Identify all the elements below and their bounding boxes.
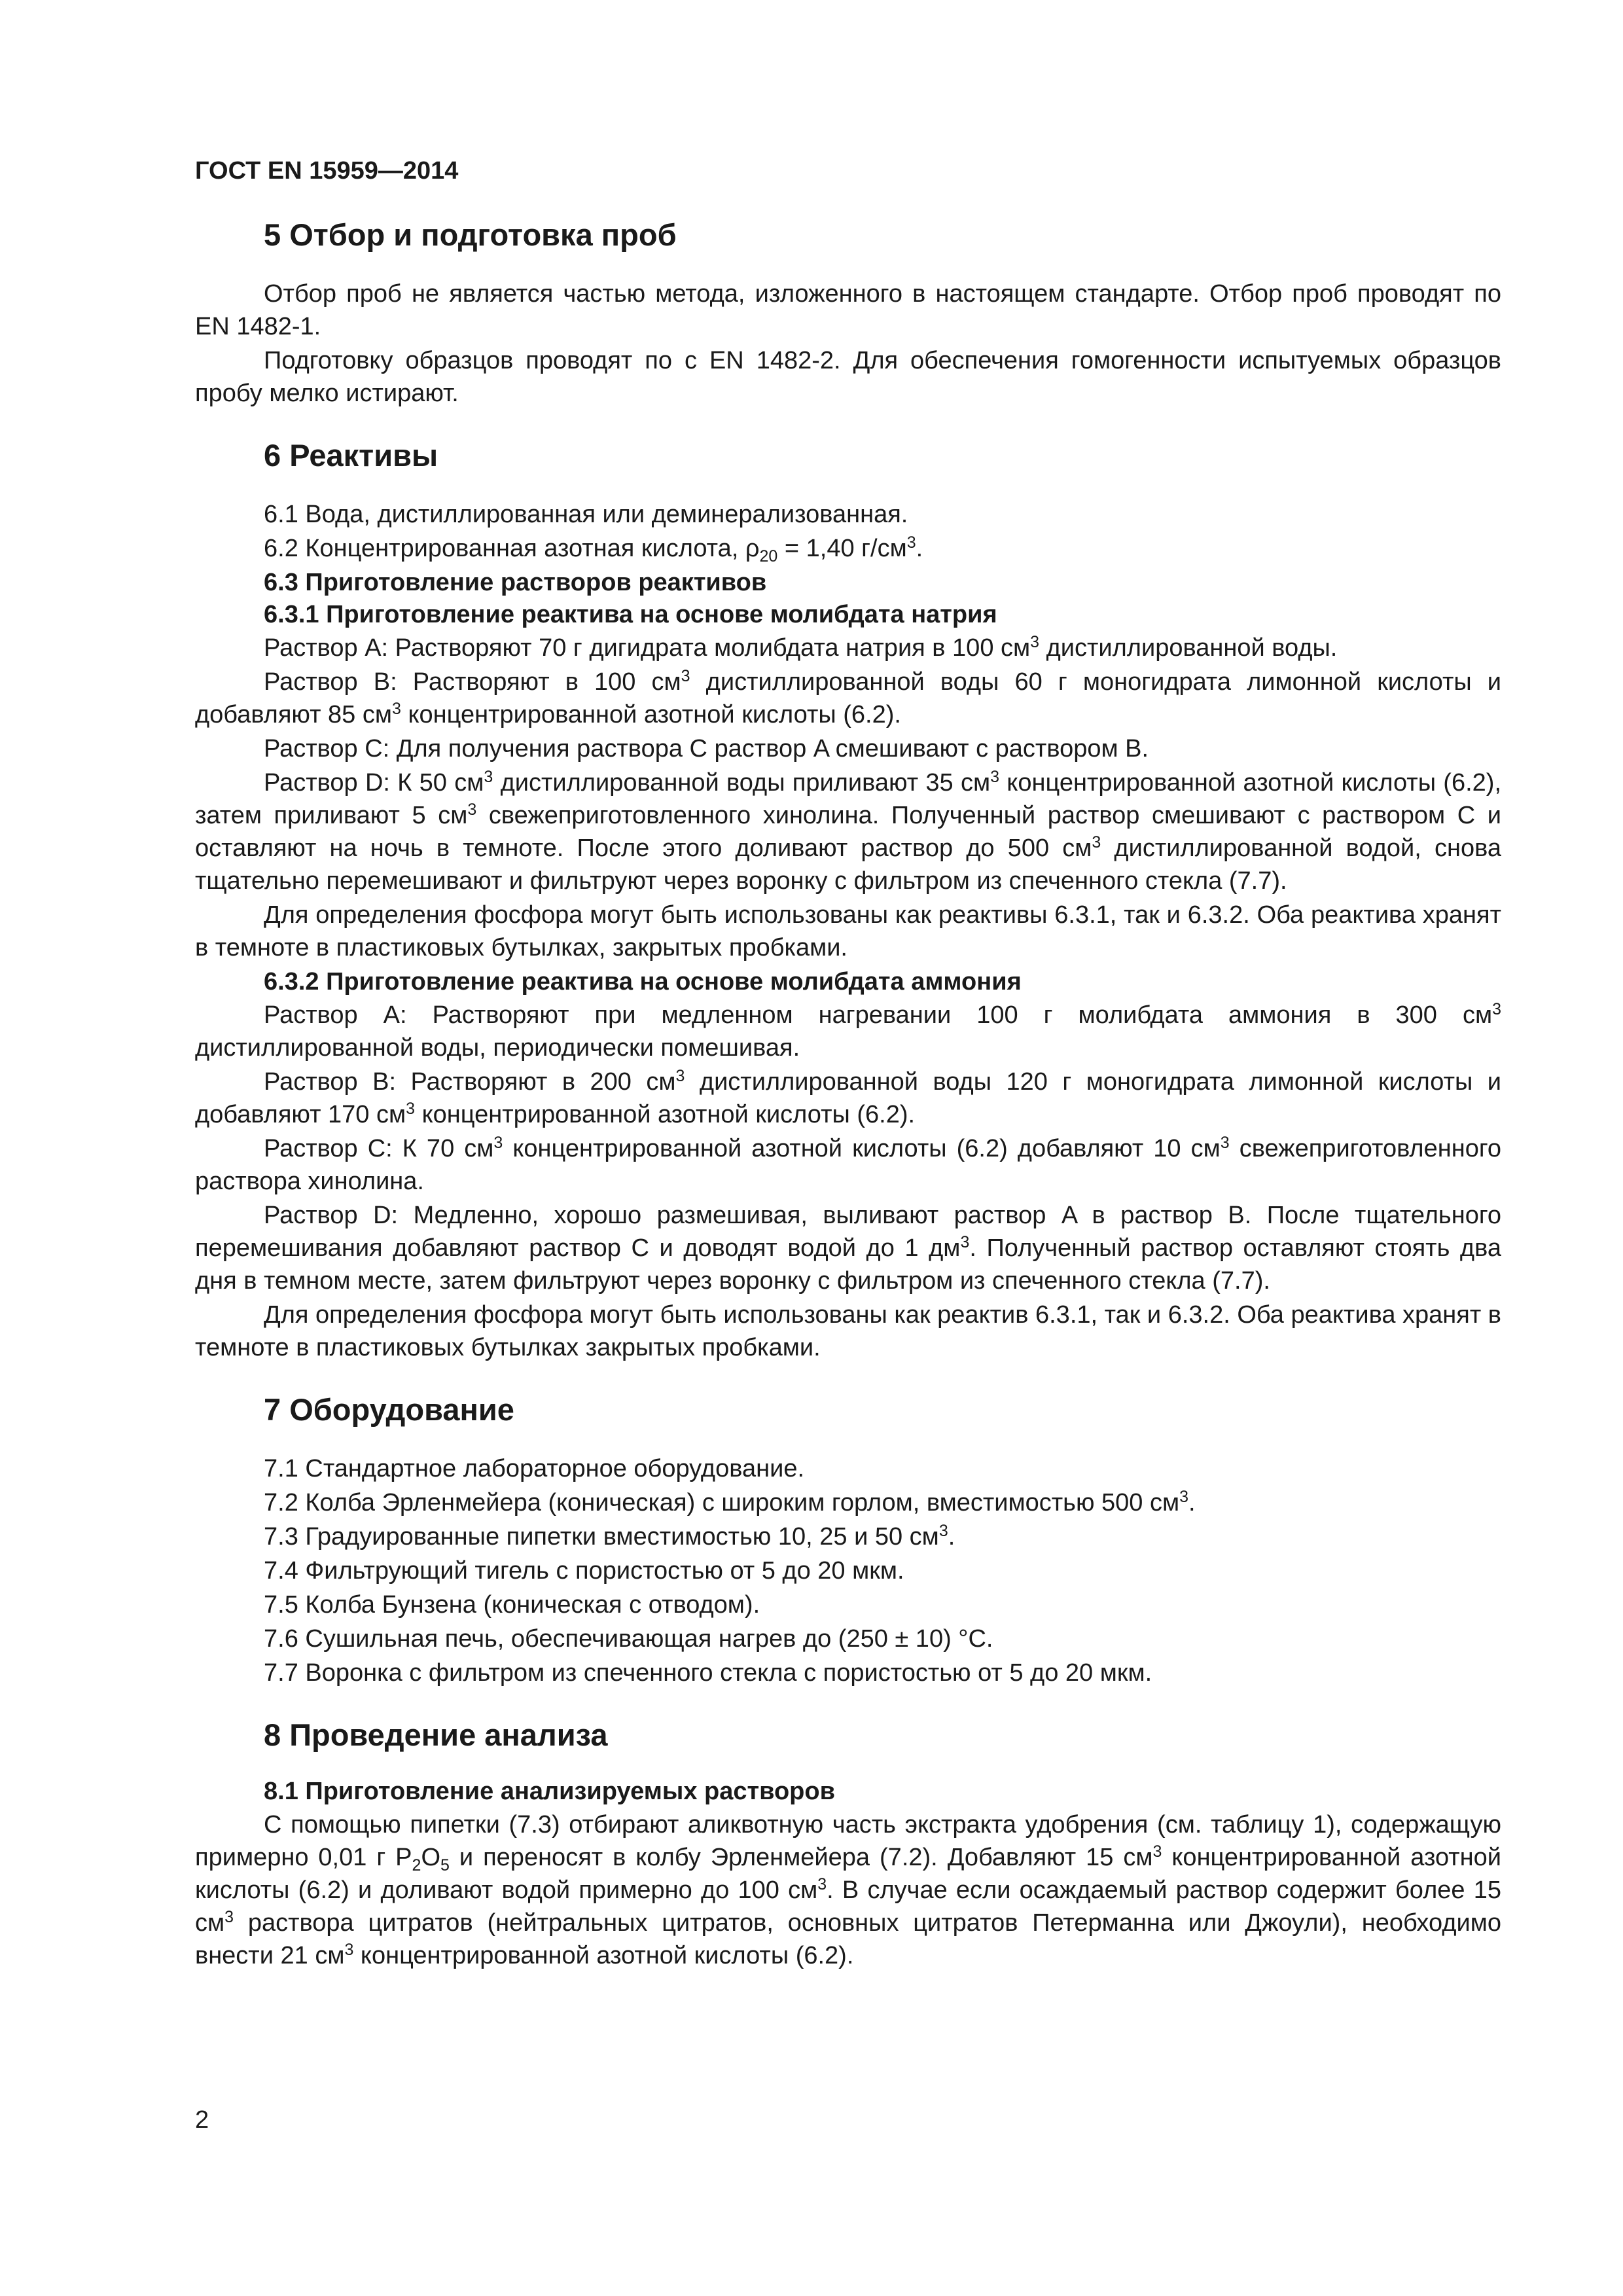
item-7-1: 7.1 Стандартное лабораторное оборудование.	[264, 1455, 805, 1482]
reagent-note-2: Для определения фосфора могут быть использованы как реактив 6.3.1, так и 6.3.2. Оба реактива хранят в темноте в пластиковых бутылках закрытых пробками.	[195, 1301, 1501, 1361]
item-7-6: 7.6 Сушильная печь, обеспечивающая нагрев до (250 ± 10) °С.	[264, 1625, 993, 1653]
item-7-2: 7.2 Колба Эрленмейера (коническая) с широким горлом, вместимостью 500 $см^3$.	[264, 1488, 1196, 1516]
solution-a-632: Раствор A: Растворяют при медленном нагревании 100 г молибдата аммония в 300 $см^3$ дистиллированной воды, периодически помешивая.	[195, 1000, 1501, 1062]
section-7-title: 7 Оборудование	[264, 1392, 514, 1427]
subsection-6-3-title: 6.3 Приготовление растворов реактивов	[264, 569, 767, 596]
subsection-6-3-2-title: 6.3.2 Приготовление реактива на основе молибдата аммония	[264, 968, 1022, 996]
document-page	[195, 157, 1501, 1973]
solution-d-632: Раствор D: Медленно, хорошо размешивая, выливают раствор A в раствор B. После тщательного перемешивания добавляют раствор C и доводят водой до 1 $дм^3$. Полученный раствор оставляют стоять два дня в темном месте, затем фильтруют через воронку с фильтром из спеченного стекла (7.7).	[195, 1202, 1502, 1295]
solution-c-631: Раствор C: Для получения раствора C раствор A смешивают с раствором B.	[264, 735, 1149, 762]
section-6-title: 6 Реактивы	[264, 438, 438, 473]
item-6-1: 6.1 Вода, дистиллированная или деминерализованная.	[264, 501, 908, 528]
item-7-7: 7.7 Воронка с фильтром из спеченного стекла с пористостью от 5 до 20 мкм.	[264, 1659, 1152, 1687]
s8-paragraph-1: С помощью пипетки (7.3) отбирают аликвотную часть экстракта удобрения (см. таблицу 1), содержащую примерно 0,01 г $P_2O_5$ и переносят в колбу Эрленмейера (7.2). Добавляют 15 $см^3$ концентрированной азотной кислоты (6.2) и доливают водой примерно до 100 $см^3$. В случае если осаждаемый раствор содержит более 15 $см^3$ раствора цитратов (нейтральных цитратов, основных цитратов Петерманна или Джоули), необходимо внести 21 $см^3$ концентрированной азотной кислоты (6.2).	[195, 1811, 1501, 1969]
section-5-title: 5 Отбор и подготовка проб	[264, 217, 677, 252]
item-7-3: 7.3 Градуированные пипетки вместимостью 10, 25 и 50 $см^3$.	[264, 1522, 955, 1551]
item-6-2: 6.2 Концентрированная азотная кислота, $\rho_{20} = 1,40$ $г/см^3$.	[264, 533, 923, 565]
page-number: 2	[195, 2106, 209, 2134]
subsection-6-3-1-title: 6.3.1 Приготовление реактива на основе молибдата натрия	[264, 601, 997, 628]
solution-c-632: Раствор C: К 70 $см^3$ концентрированной азотной кислоты (6.2) добавляют 10 $см^3$ свежеприготовленного раствора хинолина.	[195, 1134, 1501, 1195]
solution-b-632: Раствор B: Растворяют в 200 $см^3$ дистиллированной воды 120 г моногидрата лимонной кислоты и добавляют 170 $см^3$ концентрированной азотной кислоты (6.2).	[195, 1067, 1501, 1128]
solution-b-631: Раствор B: Растворяют в 100 $см^3$ дистиллированной воды 60 г моногидрата лимонной кислоты и добавляют 85 $см^3$ концентрированной азотной кислоты (6.2).	[195, 667, 1502, 728]
solution-d-631: Раствор D: К 50 $см^3$ дистиллированной воды приливают 35 $см^3$ концентрированной азотной кислоты (6.2), затем приливают 5 $см^3$ свежеприготовленного хинолина. Полученный раствор смешивают с раствором C и оставляют на ночь в темноте. После этого доливают раствор до 500 $см^3$ дистиллированной водой, снова тщательно перемешивают и фильтруют через воронку с фильтром из спеченного стекла (7.7).	[195, 768, 1501, 895]
section-8-title: 8 Проведение анализа	[264, 1717, 608, 1752]
s5-paragraph-2: Подготовку образцов проводят по с EN 1482-2. Для обеспечения гомогенности испытуемых образцов пробу мелко истирают.	[195, 347, 1501, 407]
subsection-8-1-title: 8.1 Приготовление анализируемых растворов	[264, 1778, 835, 1805]
s5-paragraph-1: Отбор проб не является частью метода, изложенного в настоящем стандарте. Отбор проб проводят по EN 1482-1.	[195, 280, 1501, 340]
item-7-5: 7.5 Колба Бунзена (коническая с отводом).	[264, 1591, 760, 1619]
solution-a-631: Раствор A: Растворяют 70 г дигидрата молибдата натрия в 100 $см^3$ дистиллированной воды.	[264, 633, 1338, 662]
document-id: ГОСТ EN 15959—2014	[195, 157, 459, 185]
reagent-note-1: Для определения фосфора могут быть использованы как реактивы 6.3.1, так и 6.3.2. Оба реактива хранят в темноте в пластиковых бутылках, закрытых пробками.	[195, 901, 1501, 961]
item-7-4: 7.4 Фильтрующий тигель с пористостью от 5 до 20 мкм.	[264, 1557, 904, 1585]
